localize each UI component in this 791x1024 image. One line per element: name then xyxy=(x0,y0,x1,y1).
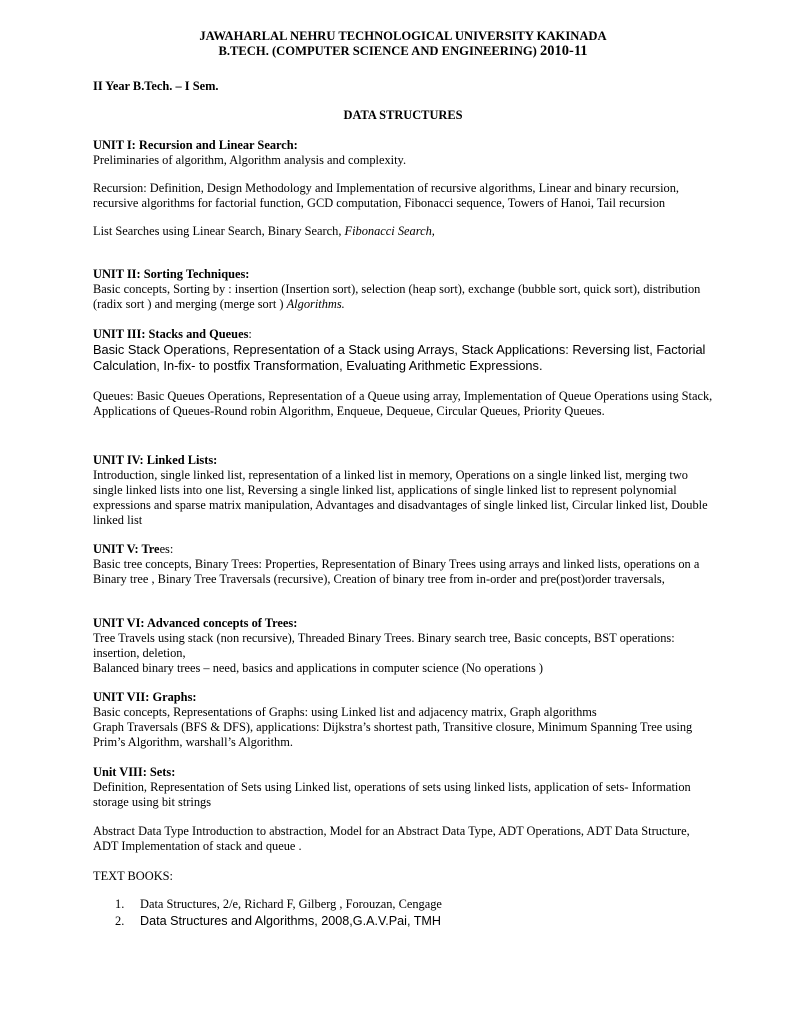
unit-2-title: UNIT II: Sorting Techniques: xyxy=(93,267,250,281)
unit-3-text-1: Basic Stack Operations, Representation of a Stack using Arrays, Stack Applications: Reversing list, Factorial Calculation, In-fix- to postfix Transformation, Evaluating Arithmetic Expressions. xyxy=(93,342,706,373)
text-book-item: 1. Data Structures, 2/e, Richard F, Gilberg , Forouzan, Cengage xyxy=(115,897,442,911)
unit-3 xyxy=(93,327,713,419)
unit-1-text-1: Preliminaries of algorithm, Algorithm analysis and complexity. xyxy=(93,153,407,167)
unit-3-text-2: Queues: Basic Queues Operations, Representation of a Queue using array, Implementation of Queue Operations using Stack, Applications of Queues-Round robin Algorithm, Enqueue, Dequeue, Circular Queues, Priority Queues. xyxy=(93,389,713,418)
unit-1-text-2: Recursion: Definition, Design Methodology and Implementation of recursive algorithms, Linear and binary recursion, recursive algorithms for factorial function, GCD computation, Fibonacci sequence, Towers of Hanoi, Tail recursion xyxy=(93,181,679,210)
unit-4 xyxy=(93,453,713,528)
unit-6-text-2: Balanced binary trees – need, basics and applications in computer science (No operations ) xyxy=(93,661,544,675)
unit-3-title: UNIT III: Stacks and Queues: xyxy=(93,327,252,341)
unit-2 xyxy=(93,267,713,312)
unit-1-title: UNIT I: Recursion and Linear Search: xyxy=(93,138,298,152)
unit-6-title: UNIT VI: Advanced concepts of Trees: xyxy=(93,616,298,630)
unit-8-title: Unit VIII: Sets: xyxy=(93,765,176,779)
text-books-list xyxy=(115,897,442,929)
unit-5-title: UNIT V: Trees: xyxy=(93,542,174,556)
text-book-item: 2. Data Structures and Algorithms, 2008,G.A.V.Pai, TMH xyxy=(115,914,441,928)
unit-7-text-1: Basic concepts, Representations of Graphs: using Linked list and adjacency matrix, Graph algorithms xyxy=(93,705,597,719)
unit-6 xyxy=(93,616,713,676)
unit-8-text-2: Abstract Data Type Introduction to abstraction, Model for an Abstract Data Type, ADT Operations, ADT Data Structure, ADT Implementation of stack and queue . xyxy=(93,824,690,853)
text-books-heading: TEXT BOOKS: xyxy=(93,869,173,883)
subject-title: DATA STRUCTURES xyxy=(343,108,463,122)
course-line: B.TECH. (COMPUTER SCIENCE AND ENGINEERING) 2010-11 xyxy=(218,43,588,59)
university-name: JAWAHARLAL NEHRU TECHNOLOGICAL UNIVERSITY KAKINADA xyxy=(199,29,607,43)
unit-5 xyxy=(93,542,713,587)
unit-1-text-3: List Searches using Linear Search, Binary Search, Fibonacci Search, xyxy=(93,224,435,238)
unit-6-text-1: Tree Travels using stack (non recursive), Threaded Binary Trees. Binary search tree, Basic concepts, BST operations: insertion, deletion, xyxy=(93,631,675,660)
unit-1 xyxy=(93,138,713,239)
unit-5-text-1: Basic tree concepts, Binary Trees: Properties, Representation of Binary Trees using arrays and linked lists, operations on a Binary tree , Binary Tree Traversals (recursive), Creation of binary tree from in-order and pre(post)order traversals, xyxy=(93,557,700,586)
academic-year: 2010-11 xyxy=(540,43,588,59)
unit-8-text-1: Definition, Representation of Sets using Linked list, operations of sets using linked lists, application of sets- Information storage using bit strings xyxy=(93,780,691,809)
unit-2-text-1: Basic concepts, Sorting by : insertion (Insertion sort), selection (heap sort), exchange (bubble sort, quick sort), distribution (radix sort ) and merging (merge sort ) Algorithms. xyxy=(93,282,701,311)
unit-7-text-2: Graph Traversals (BFS & DFS), applications: Dijkstra’s shortest path, Transitive closure, Minimum Spanning Tree using Prim’s Algorithm, warshall’s Algorithm. xyxy=(93,720,693,749)
year-semester: II Year B.Tech. – I Sem. xyxy=(93,79,219,93)
unit-7-title: UNIT VII: Graphs: xyxy=(93,690,197,704)
unit-8 xyxy=(93,765,713,854)
unit-7 xyxy=(93,690,713,750)
unit-4-text-1: Introduction, single linked list, representation of a linked list in memory, Operations on a single linked list, merging two single linked lists into one list, Reversing a single linked list, applications of single linked list to represent polynomial expressions and sparse matrix manipulation, Advantages and disadvantages of single linked list, Circular linked list, Double linked list xyxy=(93,468,708,527)
unit-4-title: UNIT IV: Linked Lists: xyxy=(93,453,218,467)
